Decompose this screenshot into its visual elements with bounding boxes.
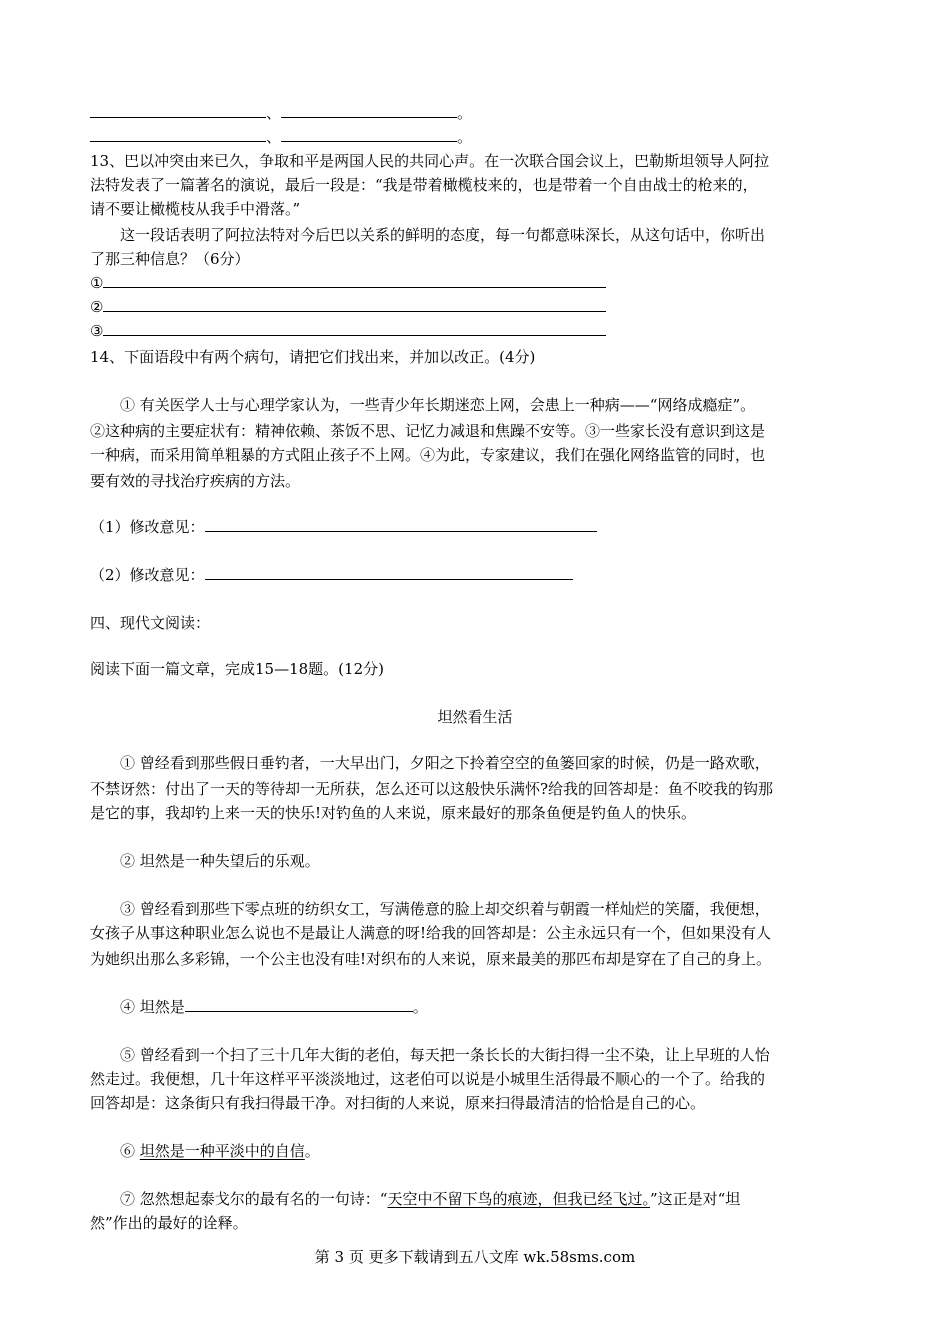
article-para-2: ② 坦然是一种失望后的乐观。 — [90, 852, 320, 870]
answer-blank[interactable] — [90, 103, 266, 118]
article-para-3-line-2: 女孩子从事这种职业怎么说也不是最让人满意的呀!给我的回答却是：公主永远只有一个，但如果没有人 — [90, 924, 772, 942]
q13-line-5: 了那三种信息？（6分） — [90, 250, 250, 268]
q14-para-line-2: ②这种病的主要症状有：精神依赖、茶饭不思、记忆力减退和焦躁不安等。③一些家长没有意识到这是 — [90, 422, 766, 440]
article-para-7-line-1: ⑦ 忽然想起泰戈尔的最有名的一句诗：“天空中不留下鸟的痕迹，但我已经飞过。”这正是对“坦 — [90, 1190, 741, 1208]
q13-answer-3: ③ — [90, 318, 606, 344]
answer-blank-row-2: 、 。 — [90, 124, 472, 150]
article-para-4: ④ 坦然是 。 — [90, 998, 428, 1016]
q13-answer-2: ② — [90, 294, 606, 320]
answer-blank[interactable] — [103, 297, 606, 312]
q14-para-line-4: 要有效的寻找治疗疾病的方法。 — [90, 472, 301, 490]
answer-blank[interactable] — [281, 103, 457, 118]
article-para-5-line-1: ⑤ 曾经看到一个扫了三十几年大街的老伯，每天把一条长长的大街扫得一尘不染，让上早班的人怡 — [90, 1046, 770, 1064]
q13-line-3: 请不要让橄榄枝从我手中滑落。” — [90, 200, 301, 218]
page-footer: 第 3 页 更多下载请到五八文库 wk.58sms.com — [314, 1248, 636, 1266]
article-para-7-line-2: 然”作出的最好的诠释。 — [90, 1214, 248, 1232]
answer-blank[interactable] — [205, 565, 573, 580]
answer-blank[interactable] — [205, 517, 597, 532]
answer-blank[interactable] — [103, 273, 606, 288]
q14-fix-1: （1）修改意见： — [90, 514, 597, 540]
underlined-sentence: 坦然是一种平淡中的自信 — [139, 1142, 305, 1160]
answer-blank[interactable] — [90, 127, 266, 142]
article-para-1-line-3: 是它的事，我却钓上来一天的快乐!对钓鱼的人来说，原来最好的那条鱼便是钓鱼人的快乐。 — [90, 804, 697, 822]
q13-line-2: 法特发表了一篇著名的演说，最后一段是：“我是带着橄榄枝来的，也是带着一个自由战士的枪来的， — [90, 176, 758, 194]
answer-blank-row-1: 、 。 — [90, 100, 472, 126]
underlined-quote: 天空中不留下鸟的痕迹，但我已经飞过。 — [387, 1190, 650, 1208]
answer-blank[interactable] — [185, 997, 413, 1012]
article-para-1-line-2: 不禁讶然：付出了一天的等待却一无所获，怎么还可以这般快乐满怀?给我的回答却是：鱼不咬我的钩那 — [90, 780, 774, 798]
q13-answer-1: ① — [90, 270, 606, 296]
q14-fix-2: （2）修改意见： — [90, 562, 573, 588]
answer-blank[interactable] — [281, 127, 457, 142]
article-para-3-line-1: ③ 曾经看到那些下零点班的纺织女工，写满倦意的脸上却交织着与朝霞一样灿烂的笑靥，我便想， — [90, 900, 770, 918]
q14-title: 14、下面语段中有两个病句，请把它们找出来，并加以改正。(4分) — [90, 348, 536, 366]
q14-para-line-1: ① 有关医学人士与心理学家认为，一些青少年长期迷恋上网，会患上一种病——“网络成瘾症”。 — [90, 396, 756, 414]
section-heading: 四、现代文阅读： — [90, 614, 211, 632]
q13-line-1: 13、巴以冲突由来已久，争取和平是两国人民的共同心声。在一次联合国会议上，巴勒斯坦领导人阿拉 — [90, 152, 770, 170]
article-para-5-line-2: 然走过。我便想，几十年这样平平淡淡地过，这老伯可以说是小城里生活得最不顺心的一个了。给我的 — [90, 1070, 766, 1088]
article-para-1-line-1: ① 曾经看到那些假日垂钓者，一大早出门，夕阳之下拎着空空的鱼篓回家的时候，仍是一路欢歌， — [90, 754, 770, 772]
q14-para-line-3: 一种病，而采用简单粗暴的方式阻止孩子不上网。④为此，专家建议，我们在强化网络监管的同时，也 — [90, 446, 766, 464]
reading-intro: 阅读下面一篇文章，完成15—18题。(12分) — [90, 660, 384, 678]
article-para-3-line-3: 为她织出那么多彩锦，一个公主也没有哇!对织布的人来说，原来最美的那匹布却是穿在了自己的身上。 — [90, 950, 772, 968]
q13-line-4: 这一段话表明了阿拉法特对今后巴以关系的鲜明的态度，每一句都意味深长，从这句话中，你听出 — [90, 226, 766, 244]
answer-blank[interactable] — [103, 321, 606, 336]
article-para-5-line-3: 回答却是：这条街只有我扫得最干净。对扫街的人来说，原来扫得最清洁的恰恰是自己的心。 — [90, 1094, 706, 1112]
article-title: 坦然看生活 — [437, 708, 513, 726]
article-para-6: ⑥ 坦然是一种平淡中的自信。 — [90, 1142, 320, 1160]
